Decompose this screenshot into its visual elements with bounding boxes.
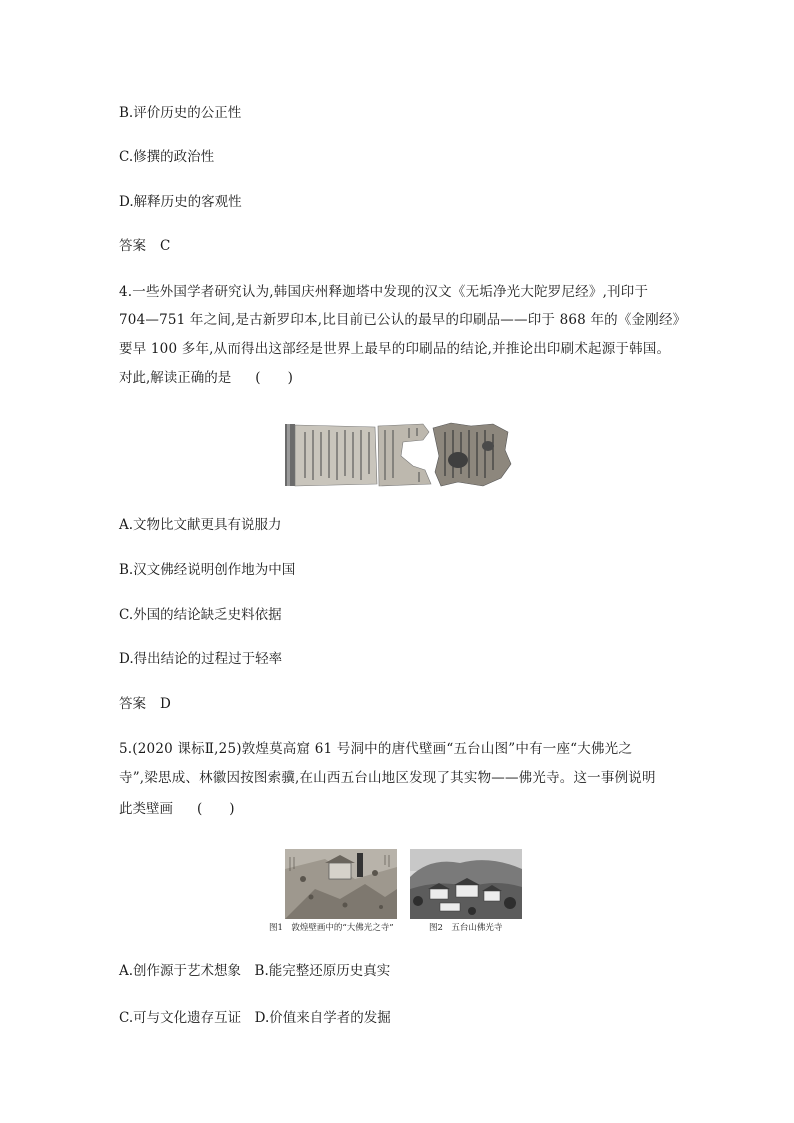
q3-option-d: D.解释历史的客观性 <box>119 194 242 210</box>
q5-stem-line-3 <box>119 799 235 819</box>
q5-options-row-1: A.创作源于艺术想象 B.能完整还原历史真实 <box>119 963 391 979</box>
q4-stem-line-2: 704—751 年之间,是古新罗印本,比目前已公认的最早的印刷品——印于 868 年的《金刚经》 <box>119 312 687 328</box>
q4-answer <box>119 694 171 714</box>
q4-option-d: D.得出结论的过程过于轻率 <box>119 651 283 667</box>
answer-value: D <box>160 696 171 712</box>
answer-blank: ( ) <box>197 801 235 817</box>
q3-option-c: C.修撰的政治性 <box>119 149 215 165</box>
q4-stem-line-4 <box>119 368 293 388</box>
sutra-scroll-image <box>283 420 513 490</box>
q4-option-a: A.文物比文献更具有说服力 <box>119 517 282 533</box>
figure-1-caption: 图1 敦煌壁画中的“大佛光之寺” <box>269 923 394 933</box>
q3-answer <box>119 236 170 256</box>
answer-label: 答案 <box>119 696 146 712</box>
q4-option-b: B.汉文佛经说明创作地为中国 <box>119 562 296 578</box>
q3-option-b: B.评价历史的公正性 <box>119 105 242 121</box>
answer-blank: ( ) <box>255 370 293 386</box>
answer-label: 答案 <box>119 238 146 254</box>
q5-stem-line-1: 5.(2020 课标Ⅱ,25)敦煌莫高窟 61 号洞中的唐代壁画“五台山图”中有一座“大佛光之 <box>119 741 633 757</box>
answer-value: C <box>160 238 171 254</box>
q5-stem-line-2: 寺”,梁思成、林徽因按图索骥,在山西五台山地区发现了其实物——佛光寺。这一事例说明 <box>119 770 656 786</box>
foguang-temple-photo <box>410 849 522 919</box>
q4-stem-text: 对此,解读正确的是 <box>119 370 232 386</box>
dunhuang-mural-image <box>285 849 397 919</box>
q5-stem-text: 此类壁画 <box>119 801 173 817</box>
q4-stem-line-3: 要早 100 多年,从而得出这部经是世界上最早的印刷品的结论,并推论出印刷术起源于韩国。 <box>119 341 671 357</box>
figure-2-caption: 图2 五台山佛光寺 <box>429 923 503 933</box>
q4-option-c: C.外国的结论缺乏史料依据 <box>119 607 282 623</box>
q5-options-row-2: C.可与文化遗存互证 D.价值来自学者的发掘 <box>119 1010 391 1026</box>
q4-stem-line-1: 4.一些外国学者研究认为,韩国庆州释迦塔中发现的汉文《无垢净光大陀罗尼经》,刊印于 <box>119 284 649 300</box>
